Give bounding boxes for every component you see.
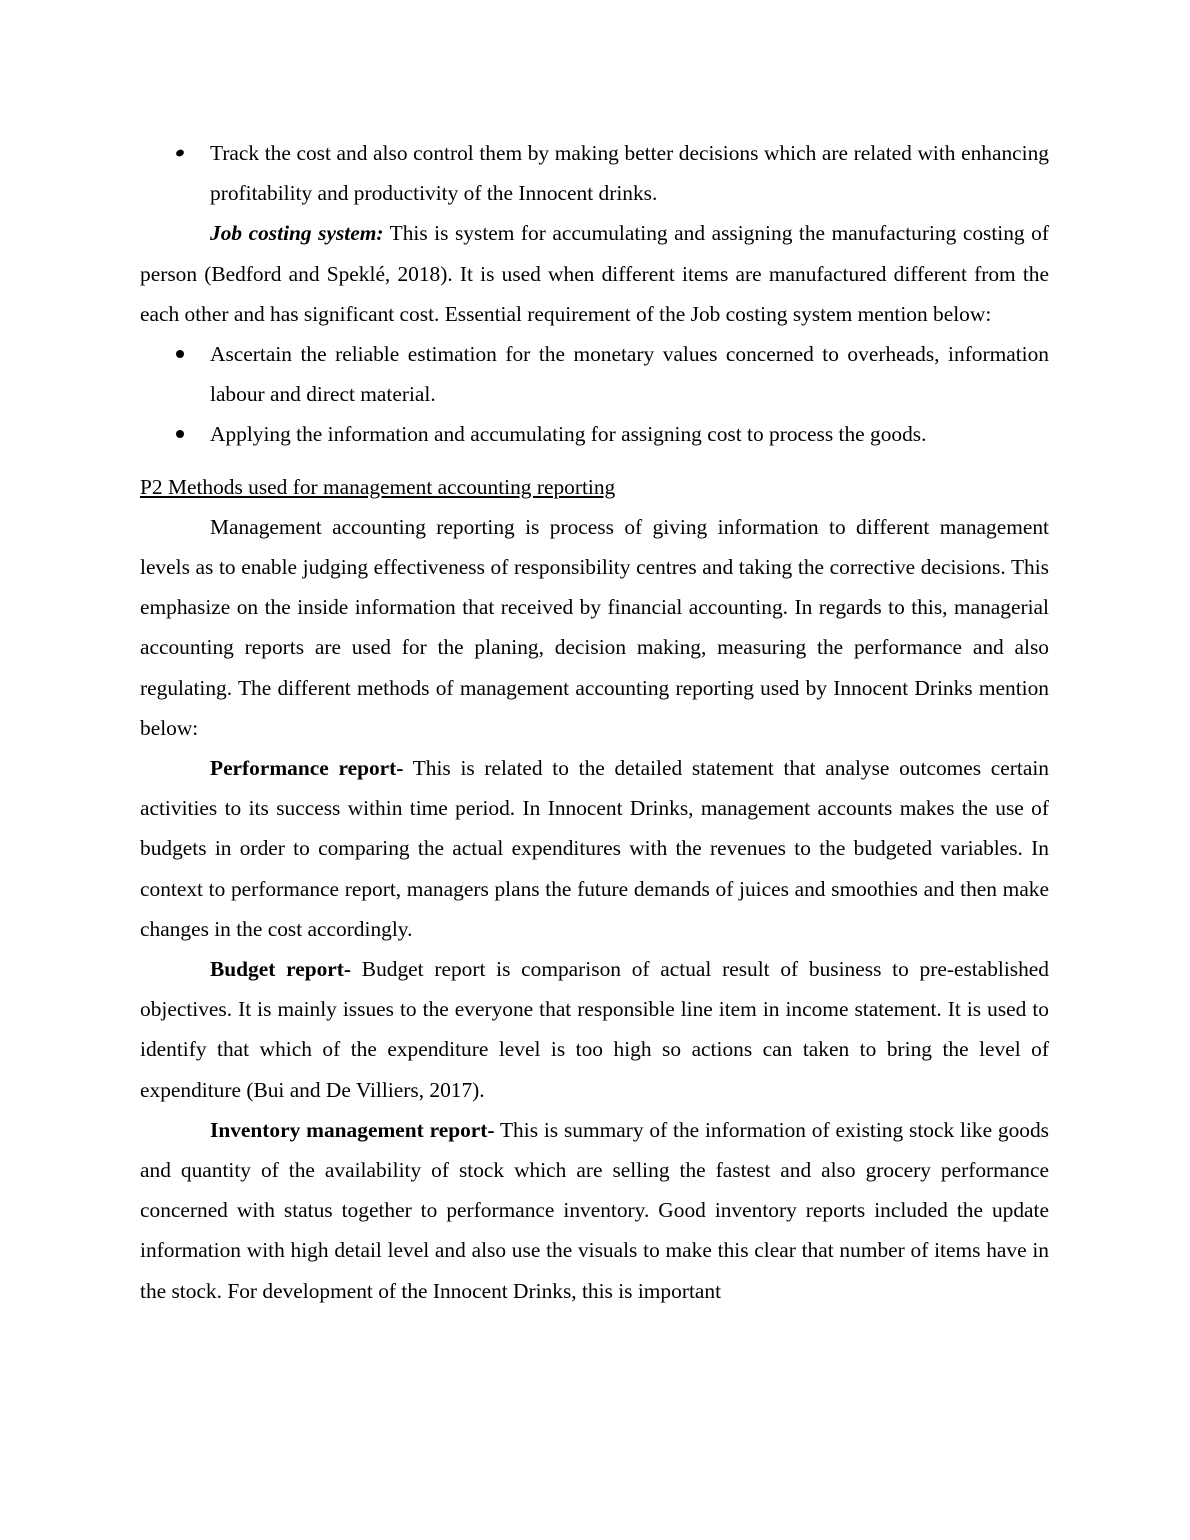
bullet-item-applying — [140, 414, 1049, 454]
budget-report-paragraph — [140, 949, 1049, 1110]
bullet-item-track-cost — [140, 133, 1049, 213]
performance-report-paragraph — [140, 748, 1049, 949]
section-heading: P2 Methods used for management accounting reporting — [140, 474, 616, 499]
performance-report-text: This is related to the detailed statement that analyse outcomes certain activities to its success within time period. In Innocent Drinks, management accounts makes the use of budgets in order to comparing the actual expenditures with the revenues to the budgeted variables. In context to performance report, managers plans the future demands of juices and smoothies and then make changes in the cost accordingly. — [140, 756, 1049, 941]
budget-report-lead: Budget report- — [210, 957, 352, 982]
bullet-item-ascertain — [140, 334, 1049, 414]
bullet-text: Ascertain the reliable estimation for the monetary values concerned to overheads, information labour and direct material. — [210, 342, 1049, 407]
inventory-report-lead: Inventory management report- — [210, 1117, 495, 1142]
job-costing-text: This is system for accumulating and assigning the manufacturing costing of person (Bedford and Speklé, 2018). It is used when different items are manufactured different from the each other and has significant cost. Essential requirement of the Job costing system mention below: — [140, 221, 1049, 326]
budget-report-text: Budget report is comparison of actual result of business to pre-established objectives. It is mainly issues to the everyone that responsible line item in income statement. It is used to identify that which of the expenditure level is too high so actions can taken to bring the level of expenditure (Bui and De Villiers, 2017). — [140, 957, 1049, 1102]
bullet-text: Track the cost and also control them by making better decisions which are related with enhancing profitability and productivity of the Innocent drinks. — [210, 141, 1049, 206]
inventory-report-text: This is summary of the information of existing stock like goods and quantity of the availability of stock which are selling the fastest and also grocery performance concerned with status together to performance inventory. Good inventory reports included the update information with high detail level and also use the visuals to make this clear that number of items have in the stock. For development of the Innocent Drinks, this is important — [140, 1117, 1050, 1303]
bullet-icon — [176, 350, 184, 358]
bullet-icon — [175, 148, 185, 157]
job-costing-paragraph — [140, 213, 1049, 334]
performance-report-lead: Performance report- — [210, 756, 404, 781]
document-page — [140, 133, 1049, 1311]
bullet-icon — [176, 430, 184, 438]
job-costing-lead: Job costing system: — [210, 221, 384, 246]
intro-paragraph: Management accounting reporting is process of giving information to different management levels as to enable judging effectiveness of responsibility centres and taking the corrective decisions. This emphasize on the inside information that received by financial accounting. In regards to this, managerial accounting reports are used for the planing, decision making, measuring the performance and also regulating. The different methods of management accounting reporting used by Innocent Drinks mention below: — [140, 514, 1049, 740]
bullet-text: Applying the information and accumulating for assigning cost to process the goods. — [210, 422, 927, 447]
inventory-report-paragraph — [140, 1110, 1049, 1311]
